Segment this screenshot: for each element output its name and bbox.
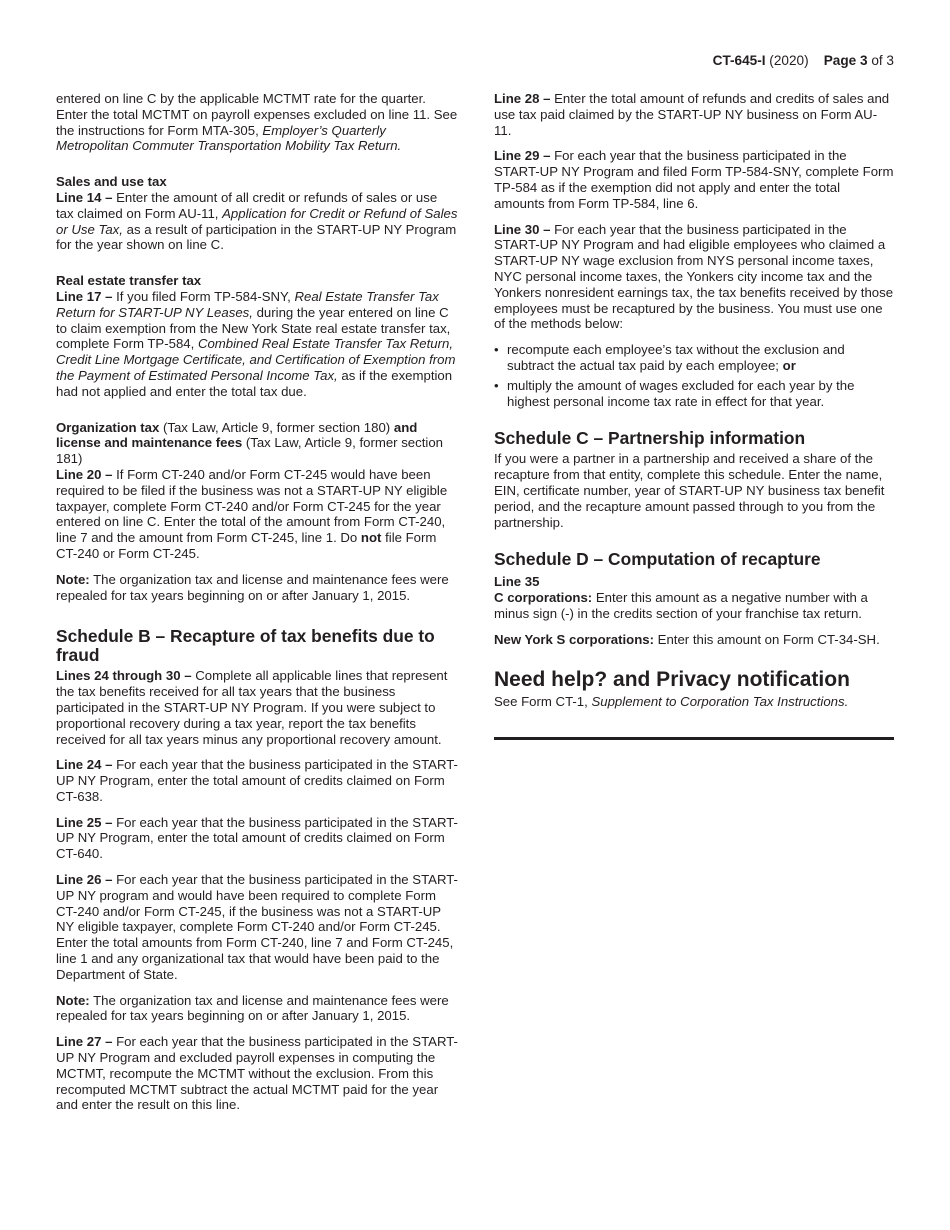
line-25-instructions: Line 25 – For each year that the business participated in the START-UP NY Program, enter the total amount of credits claimed on Form CT-640. xyxy=(56,814,458,862)
right-column xyxy=(494,91,894,740)
schedule-b-heading: Schedule B – Recapture of tax benefits due to fraud xyxy=(56,626,435,666)
left-column xyxy=(56,91,458,1123)
schedule-c-text: If you were a partner in a partnership and received a share of the recapture from that entity, complete this schedule. Enter the name, EIN, certificate number, year of START-UP NY business tax benefit period, and the recapture amount passed through to you from the partnership. xyxy=(494,451,885,530)
page-header xyxy=(713,53,894,69)
line-17-instructions: Line 17 – If you filed Form TP-584-SNY, Real Estate Transfer Tax Return for START-UP NY Leases, during the year entered on line C to claim exemption from the New York State real estate transfer tax, complete Form TP-584, Combined Real Estate Transfer Tax Return, Credit Line Mortgage Certificate, and Certification of Exemption from the Payment of Estimated Personal Income Tax, as if the exemption had not applied and enter the total tax due. xyxy=(56,288,456,399)
line-28-instructions: Line 28 – Enter the total amount of refunds and credits of sales and use tax paid claimed by the START-UP NY business on Form AU-11. xyxy=(494,91,890,138)
line-20-instructions: Line 20 – If Form CT-240 and/or Form CT-245 would have been required to be filed if the business was not a START-UP NY eligible taxpayer, complete Form CT-240 and/or Form CT-245 for the year entered on line C. Enter the total of the amount from Form CT-240, line 7 and the amount from Form CT-245, line 1. Do not file Form CT-240 or Form CT-245. xyxy=(56,466,448,561)
line-35-heading: Line 35 xyxy=(494,574,540,590)
page-number: Page 3 xyxy=(823,53,868,68)
schedule-c-heading: Schedule C – Partnership information xyxy=(494,428,806,449)
help-heading: Need help? and Privacy notification xyxy=(494,667,850,691)
line-24-instructions: Line 24 – For each year that the business participated in the START-UP NY Program, enter the total amount of credits claimed on Form CT-638. xyxy=(56,757,458,804)
c-corporations-text: C corporations: Enter this amount as a negative number with a minus sign (-) in the credits section of your franchise tax return. xyxy=(494,590,868,621)
recapture-methods-list xyxy=(494,342,894,409)
form-id: CT-645-I xyxy=(712,53,766,68)
bullet-icon: • xyxy=(494,377,499,393)
line-29-instructions: Line 29 – For each year that the business participated in the START-UP NY Program and filed Form TP-584-SNY, complete Form TP-584 as if the exemption did not apply and enter the total amounts from Form TP-584, line 6. xyxy=(494,148,894,211)
real-estate-heading: Real estate transfer tax xyxy=(56,273,202,289)
sales-tax-heading: Sales and use tax xyxy=(56,174,167,190)
line-26-instructions: Line 26 – For each year that the business participated in the START-UP NY program and would have been required to complete Form CT-240 and/or Form CT-245, if the business was not a START-UP NY eligible taxpayer, complete Form CT-240 and/or Form CT-245. Enter the total amounts from Form CT-240, line 7 and Form CT-245, line 1 and any organizational tax that would have been paid to the Department of State. xyxy=(56,872,458,982)
intro-paragraph: entered on line C by the applicable MCTMT rate for the quarter. Enter the total MCTMT on payroll expenses excluded on line 11. See the instructions for Form MTA-305, Employer’s Quarterly Metropolitan Commuter Transportation Mobility Tax Return. xyxy=(56,91,458,154)
line-14-instructions: Line 14 – Enter the amount of all credit or refunds of sales or use tax claimed on Form AU-11, Application for Credit or Refund of Sales or Use Tax, as a result of participation in the START-UP NY Program for the year shown on line C. xyxy=(56,189,458,253)
note-repeal: Note: The organization tax and license and maintenance fees were repealed for tax years beginning on or after January 1, 2015. xyxy=(56,992,449,1024)
bullet-icon: • xyxy=(494,342,499,358)
page-total: of 3 xyxy=(871,53,894,68)
ny-s-corporations-text: New York S corporations: Enter this amount on Form CT-34-SH. xyxy=(494,631,880,647)
list-item: • recompute each employee’s tax without the exclusion and subtract the actual tax paid by each employee; or xyxy=(494,342,845,373)
line-30-instructions: Line 30 – For each year that the business participated in the START-UP NY Program and had eligible employees who claimed a START-UP NY wage exclusion from NYS personal income taxes, NYC personal income taxes, the Yonkers city income tax and the Yonkers nonresident earnings tax, the tax benefits received by those employees must be recaptured by the business. You must use one of the methods below: xyxy=(494,221,894,332)
lines-24-30-instructions: Lines 24 through 30 – Complete all applicable lines that represent the tax benefits received for all tax years that the business participated in the START-UP NY Program. If you were subject to proportional recovery during a tax year, report the tax benefits received for all tax years minus any proportional recovery amount. xyxy=(56,668,448,747)
organization-tax-heading: Organization tax (Tax Law, Article 9, former section 180) and license and maintenance fees (Tax Law, Article 9, former section 181) xyxy=(56,419,443,467)
form-year: (2020) xyxy=(769,53,809,68)
end-rule xyxy=(494,737,894,740)
line-27-instructions: Line 27 – For each year that the business participated in the START-UP NY Program and excluded payroll expenses in computing the MCTMT, recompute the MCTMT without the exclusion. From this recomputed MCTMT subtract the actual MCTMT paid for the year and enter the result on this line. xyxy=(56,1034,458,1113)
note-organization-tax: Note: The organization tax and license and maintenance fees were repealed for tax years beginning on or after January 1, 2015. xyxy=(56,571,449,603)
help-text: See Form CT-1, Supplement to Corporation Tax Instructions. xyxy=(494,693,849,709)
list-item: • multiply the amount of wages excluded for each year by the highest personal income tax rate in effect for that year. xyxy=(494,377,855,409)
schedule-d-heading: Schedule D – Computation of recapture xyxy=(494,549,821,570)
